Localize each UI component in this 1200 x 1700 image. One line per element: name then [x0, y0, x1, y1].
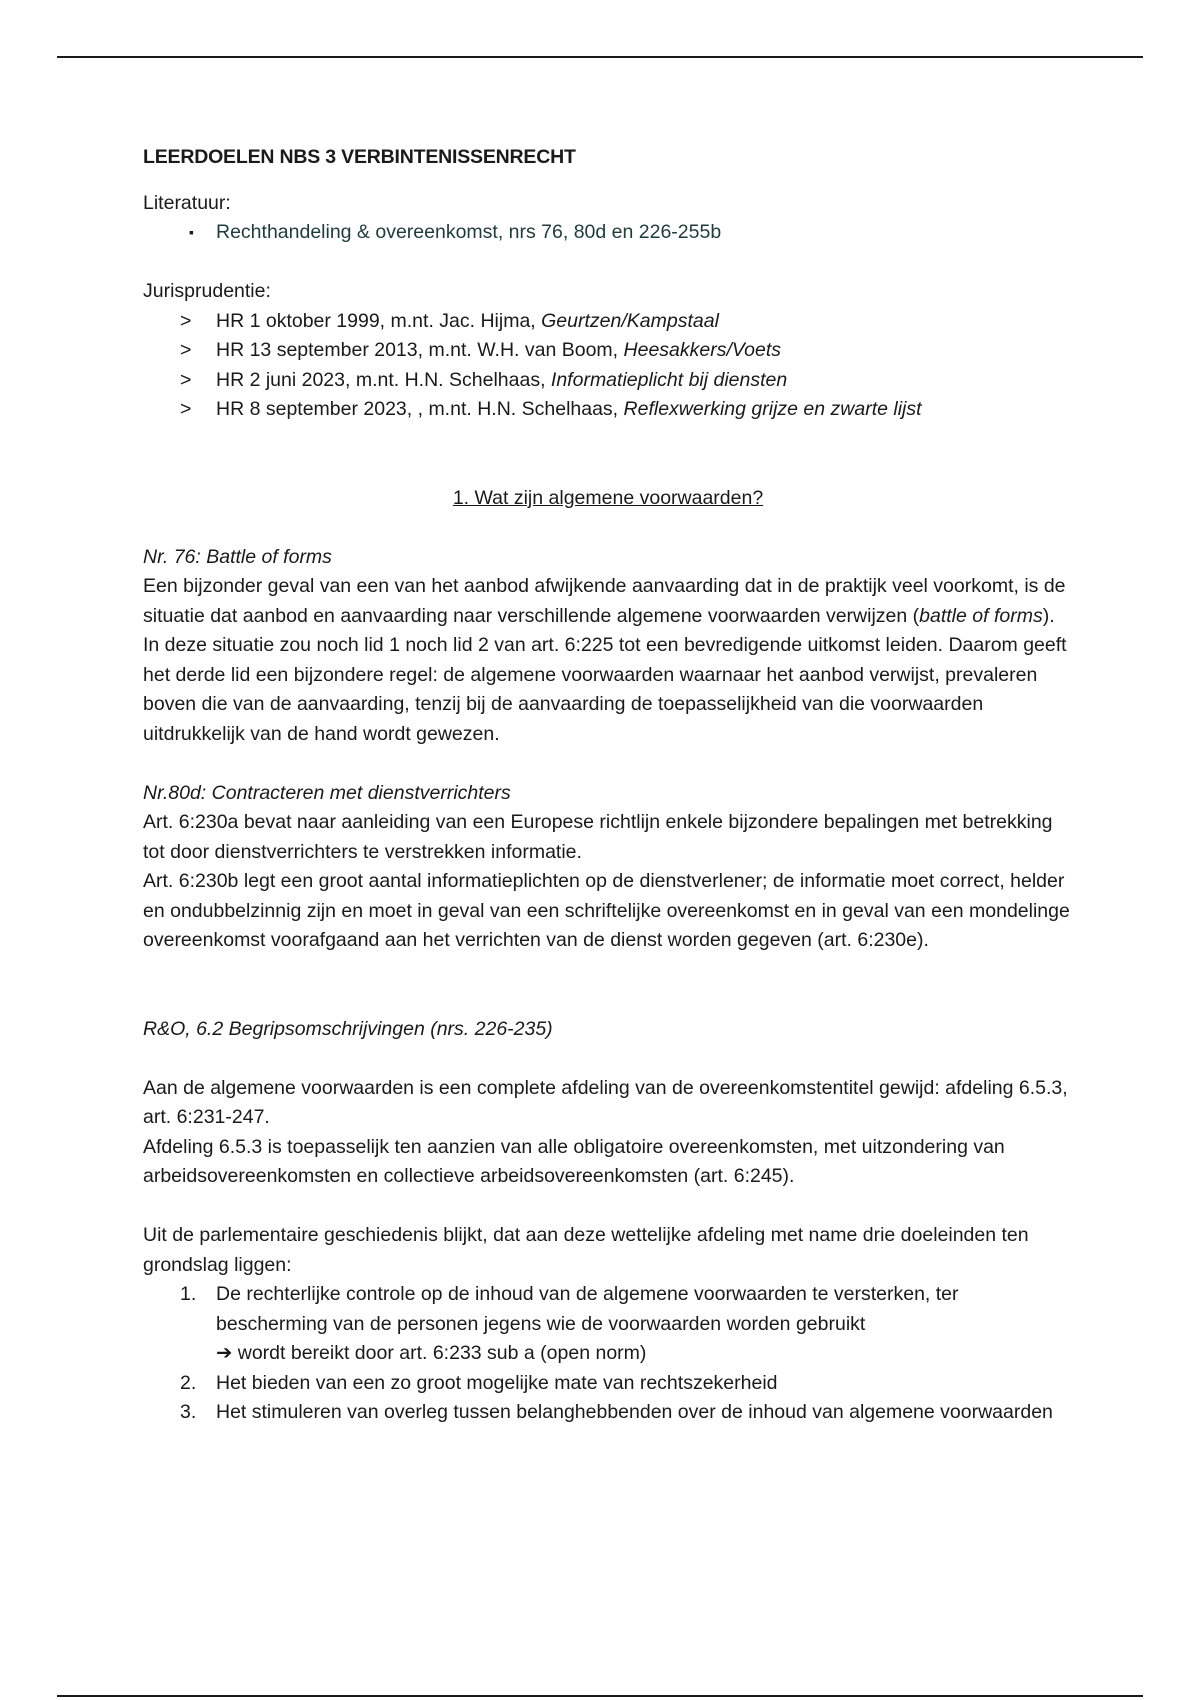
case-citation: HR 13 september 2013, m.nt. W.H. van Boom, — [216, 339, 624, 361]
nr80d-paragraph-1: Art. 6:230a bevat naar aanleiding van een Europese richtlijn enkele bijzondere bepalingen met betrekking tot door dienstverrichters te verstrekken informatie. — [143, 811, 1053, 863]
list-item — [143, 307, 1073, 337]
goal-subnote: ➔ wordt bereikt door art. 6:233 sub a (open norm) — [216, 1342, 647, 1364]
arrow-marker-icon: > — [180, 309, 192, 332]
jurisprudentie-label: Jurisprudentie: — [143, 280, 271, 302]
list-item — [143, 336, 1073, 366]
nr76-text: Een bijzonder geval van een van het aanbod afwijkende aanvaarding dat in de praktijk veel voorkomt, is de situatie dat aanbod en aanvaarding naar verschillende algemene voorwaarden verwijzen ( — [143, 575, 1066, 627]
ro62-heading: R&O, 6.2 Begripsomschrijvingen (nrs. 226-235) — [143, 1017, 553, 1040]
arrow-marker-icon: > — [180, 398, 192, 420]
nr76-heading: Nr. 76: Battle of forms — [143, 545, 332, 568]
goals-list — [143, 1280, 1073, 1428]
arrow-marker-icon: > — [180, 339, 192, 361]
document-body — [143, 143, 1073, 1428]
goal-text: Het bieden van een zo groot mogelijke mate van rechtszekerheid — [216, 1371, 778, 1394]
case-citation: HR 1 oktober 1999, m.nt. Jac. Hijma, — [216, 309, 542, 332]
section-heading: 1. Wat zijn algemene voorwaarden? — [452, 486, 764, 509]
ro62-paragraph-1: Aan de algemene voorwaarden is een complete afdeling van de overeenkomstentitel gewijd: afdeling 6.5.3, art. 6:231-247. — [143, 1076, 1068, 1128]
case-name: Informatieplicht bij diensten — [550, 368, 788, 391]
ro62-paragraph-2: Afdeling 6.5.3 is toepasselijk ten aanzien van alle obligatoire overeenkomsten, met uitzondering van arbeidsovereenkomsten en collectieve arbeidsovereenkomsten (art. 6:245). — [143, 1135, 1005, 1187]
bullet-icon: ▪ — [189, 224, 194, 240]
goal-text: De rechterlijke controle op de inhoud van de algemene voorwaarden te versterken, ter bescherming van de personen jegens wie de voorwaarden worden gebruikt — [216, 1283, 959, 1335]
goal-text: Het stimuleren van overleg tussen belanghebbenden over de inhoud van algemene voorwaarden — [216, 1401, 1053, 1423]
nr76-italic-term: battle of forms — [919, 604, 1043, 627]
arrow-marker-icon: > — [180, 368, 192, 391]
list-number: 2. — [180, 1371, 197, 1394]
case-name: Reflexwerking grijze en zwarte lijst — [623, 398, 922, 420]
top-rule — [57, 56, 1143, 58]
case-name: Geurtzen/Kampstaal — [541, 309, 719, 332]
literatuur-list — [143, 218, 1073, 248]
case-citation: HR 2 juni 2023, m.nt. H.N. Schelhaas, — [216, 368, 551, 391]
list-item — [143, 218, 1073, 248]
list-item — [143, 366, 1073, 396]
list-number: 1. — [180, 1283, 197, 1305]
literatuur-label: Literatuur: — [143, 191, 231, 214]
nr76-paragraph-1 — [143, 572, 1073, 631]
case-citation: HR 8 september 2023, , m.nt. H.N. Schelhaas, — [216, 398, 624, 420]
nr80d-paragraph-2: Art. 6:230b legt een groot aantal informatieplichten op de dienstverlener; de informatie moet correct, helder en ondubbelzinnig zijn en moet in geval van een schriftelijke overeenkomst en in geval van een mondelinge overeenkomst voorafgaand aan het verrichten van de dienst worden gegeven (art. 6:230e). — [143, 870, 1070, 951]
nr76-paragraph-2: In deze situatie zou noch lid 1 noch lid 2 van art. 6:225 tot een bevredigende uitkomst leiden. Daarom geeft het derde lid een bijzondere regel: de algemene voorwaarden waarnaar het aanbod verwijst, prevaleren boven die van de aanvaarding, tenzij bij de aanvaarding de toepasselijkheid van die voorwaarden uitdrukkelijk van de hand wordt gewezen. — [143, 634, 1067, 745]
document-title: LEERDOELEN NBS 3 VERBINTENISSENRECHT — [143, 146, 576, 168]
list-item — [143, 395, 1073, 425]
literatuur-item: Rechthandeling & overeenkomst, nrs 76, 80d en 226-255b — [216, 221, 722, 243]
list-item — [143, 1369, 1073, 1399]
list-item — [143, 1280, 1073, 1369]
nr80d-heading: Nr.80d: Contracteren met dienstverrichters — [143, 781, 511, 804]
nr76-text-end: ). — [1042, 604, 1055, 627]
bottom-rule — [57, 1695, 1143, 1697]
jurisprudentie-list — [143, 307, 1073, 425]
ro62-paragraph-3: Uit de parlementaire geschiedenis blijkt, dat aan deze wettelijke afdeling met name drie doeleinden ten grondslag liggen: — [143, 1224, 1029, 1276]
list-number: 3. — [180, 1401, 197, 1423]
case-name: Heesakkers/Voets — [623, 339, 782, 361]
list-item — [143, 1398, 1073, 1428]
